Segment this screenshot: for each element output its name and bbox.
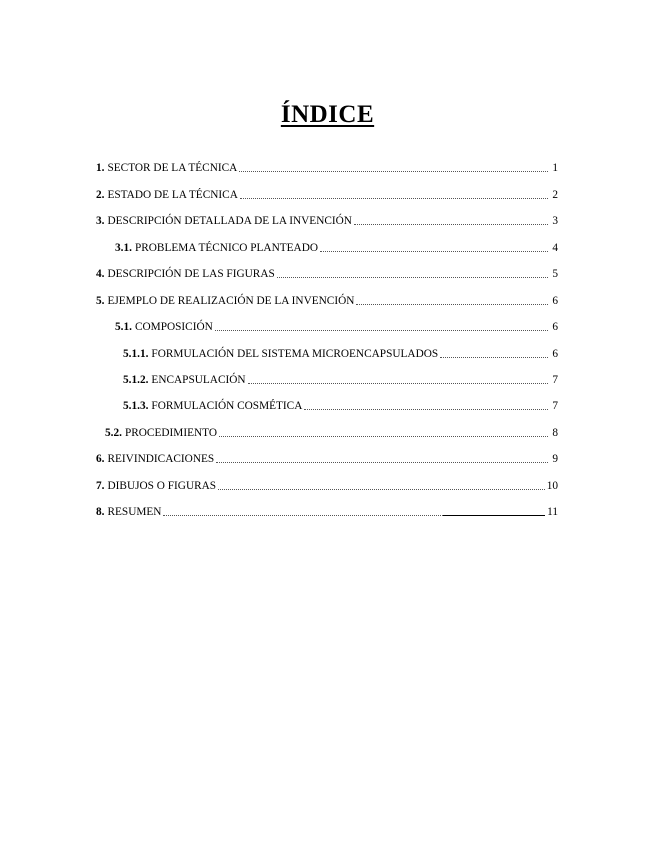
toc-entry-page: 8 xyxy=(552,427,558,439)
toc-entry xyxy=(105,420,558,440)
toc-entry-label: ESTADO DE LA TÉCNICA xyxy=(107,189,238,201)
toc-entry-label: DIBUJOS O FIGURAS xyxy=(107,480,217,492)
dot-leader xyxy=(240,188,548,202)
dot-leader xyxy=(356,294,548,308)
toc-entry-number: 3. xyxy=(96,215,105,227)
dot-leader xyxy=(216,452,548,466)
page-title xyxy=(0,101,655,129)
toc-entry-number: 2. xyxy=(96,189,105,201)
toc-entry-label: ENCAPSULACIÓN xyxy=(151,374,246,386)
toc-entry-page: 6 xyxy=(552,295,558,307)
toc-entry xyxy=(115,314,558,334)
toc-entry-number: 6. xyxy=(96,453,105,465)
toc-entry-page: 6 xyxy=(552,321,558,333)
toc-entry xyxy=(123,341,558,361)
toc-entry-page: 2 xyxy=(552,189,558,201)
dot-leader xyxy=(320,241,548,255)
toc-entry xyxy=(96,473,558,493)
toc-entry-page: 6 xyxy=(552,348,558,360)
toc-entry-number: 3.1. xyxy=(115,242,132,254)
dot-leader xyxy=(354,214,548,228)
toc-entry-label: DESCRIPCIÓN DETALLADA DE LA INVENCIÓN xyxy=(107,215,352,227)
toc-entry-page: 7 xyxy=(552,400,558,412)
toc-entry-label: COMPOSICIÓN xyxy=(134,321,213,333)
toc-entry-page: 3 xyxy=(552,215,558,227)
toc-entry xyxy=(96,499,558,519)
toc-entry xyxy=(96,446,558,466)
toc-entry-number: 5.2. xyxy=(105,427,122,439)
toc-entry-number: 5.1.2. xyxy=(123,374,149,386)
title-text: ÍNDICE xyxy=(280,101,375,128)
toc-entry-page: 10 xyxy=(546,480,558,492)
dot-leader xyxy=(218,479,545,493)
toc-entry-number: 5.1.1. xyxy=(123,348,149,360)
toc-entry-page: 1 xyxy=(552,162,558,174)
toc-entry-label: FORMULACIÓN DEL SISTEMA MICROENCAPSULADOS xyxy=(151,348,439,360)
toc-entry xyxy=(123,367,558,387)
toc-entry-label: PROBLEMA TÉCNICO PLANTEADO xyxy=(134,242,319,254)
toc-entry xyxy=(96,261,558,281)
toc-entry-number: 7. xyxy=(96,480,105,492)
dot-leader xyxy=(219,426,548,440)
dot-leader xyxy=(215,320,548,334)
toc-entry-page: 11 xyxy=(547,506,558,518)
dot-leader xyxy=(248,373,548,387)
dot-leader xyxy=(239,161,548,175)
toc-entry-number: 5.1. xyxy=(115,321,132,333)
toc-entry-label: RESUMEN xyxy=(107,506,162,518)
toc-entry-number: 8. xyxy=(96,506,105,518)
toc-entry xyxy=(96,155,558,175)
toc-entry-label: EJEMPLO DE REALIZACIÓN DE LA INVENCIÓN xyxy=(107,295,355,307)
dot-leader xyxy=(277,267,548,281)
dot-leader xyxy=(440,347,548,361)
toc-entry-page: 7 xyxy=(552,374,558,386)
toc-entry-number: 1. xyxy=(96,162,105,174)
toc-entry-number: 5. xyxy=(96,295,105,307)
toc-entry-page: 4 xyxy=(552,242,558,254)
toc-entry-label: SECTOR DE LA TÉCNICA xyxy=(107,162,238,174)
toc-entry-label: REIVINDICACIONES xyxy=(107,453,215,465)
toc-entry-page: 9 xyxy=(552,453,558,465)
toc-entry-label: FORMULACIÓN COSMÉTICA xyxy=(151,400,303,412)
dot-leader xyxy=(163,505,545,519)
toc-entry-label: DESCRIPCIÓN DE LAS FIGURAS xyxy=(107,268,275,280)
toc-entry-number: 4. xyxy=(96,268,105,280)
dot-leader xyxy=(304,399,548,413)
toc-entry xyxy=(96,182,558,202)
toc-entry xyxy=(96,288,558,308)
toc-entry xyxy=(123,393,558,413)
toc-entry xyxy=(115,235,558,255)
toc-entry-number: 5.1.3. xyxy=(123,400,149,412)
toc-entry-page: 5 xyxy=(552,268,558,280)
toc-entry-label: PROCEDIMIENTO xyxy=(124,427,218,439)
toc-entry xyxy=(96,208,558,228)
